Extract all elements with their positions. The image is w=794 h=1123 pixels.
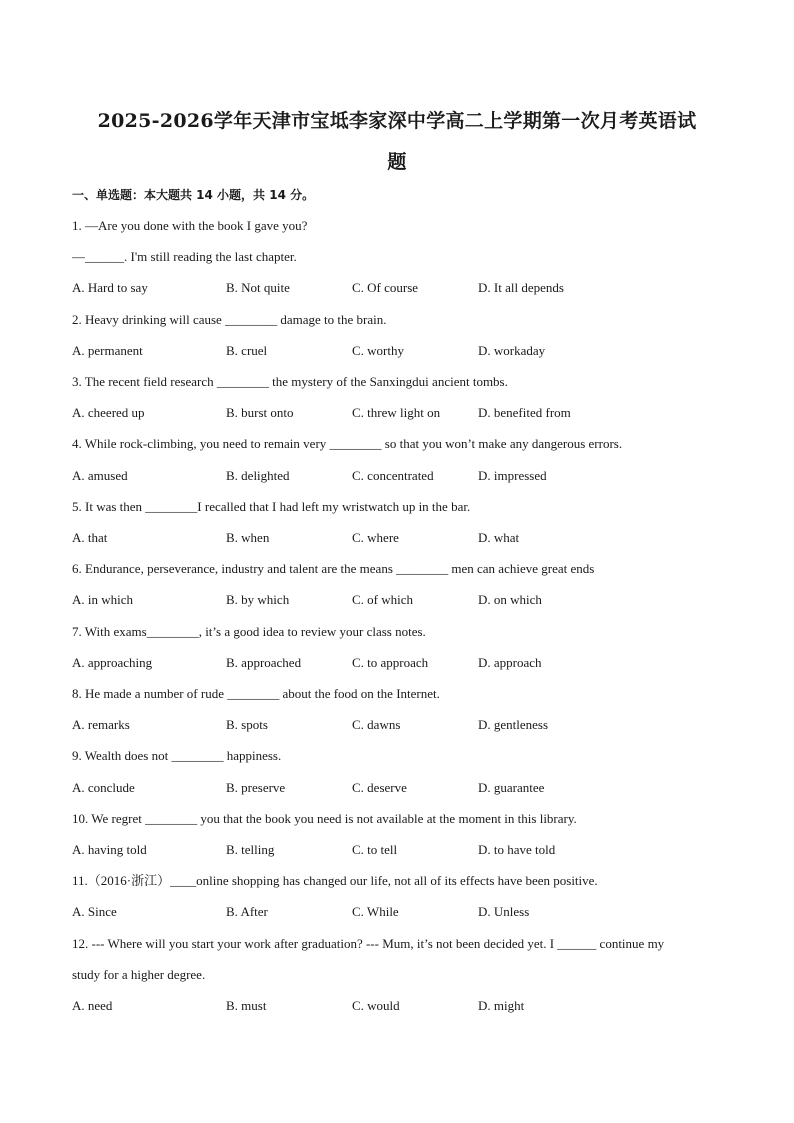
option-a: A. Hard to say [72,280,148,295]
option-c: C. concentrated [352,468,434,483]
question-9-options [72,780,732,796]
option-b: B. preserve [226,780,286,795]
option-c: C. to tell [352,842,398,857]
question-5-text: 5. It was then ________I recalled that I had left my wristwatch up in the bar. [72,499,471,514]
option-d: D. gentleness [478,717,549,732]
option-c: C. dawns [352,717,401,732]
option-d: D. It all depends [478,280,564,295]
question-1-options [72,280,732,296]
option-a: A. approaching [72,655,153,670]
option-b: B. cruel [226,343,268,358]
option-d: D. impressed [478,468,547,483]
option-c: C. While [352,904,399,919]
option-d: D. approach [478,655,542,670]
option-b: B. must [226,998,267,1013]
option-c: C. where [352,530,399,545]
question-3-options [72,405,732,421]
option-c: C. worthy [352,343,404,358]
option-a: A. cheered up [72,405,145,420]
option-a: A. permanent [72,343,143,358]
question-2-options [72,343,732,359]
question-6-text: 6. Endurance, perseverance, industry and talent are the means ________ men can achieve great ends [72,561,595,576]
option-c: C. to approach [352,655,429,670]
option-a: A. amused [72,468,128,483]
question-2-text: 2. Heavy drinking will cause ________ damage to the brain. [72,312,387,327]
question-7-text: 7. With exams________, it’s a good idea to review your class notes. [72,624,426,639]
option-d: D. benefited from [478,405,571,420]
option-a: A. remarks [72,717,130,732]
option-a: A. conclude [72,780,135,795]
option-d: D. Unless [478,904,530,919]
option-d: D. on which [478,592,542,607]
question-8-text: 8. He made a number of rude ________ about the food on the Internet. [72,686,440,701]
question-12-options [72,998,732,1014]
question-7-options [72,655,732,671]
option-a: A. that [72,530,108,545]
option-a: A. Since [72,904,117,919]
option-c: C. would [352,998,400,1013]
option-d: D. guarantee [478,780,545,795]
question-10-text: 10. We regret ________ you that the book you need is not available at the moment in this library. [72,811,577,826]
option-b: B. After [226,904,268,919]
question-8-options [72,717,732,733]
question-1-text: 1. —Are you done with the book I gave you? [72,218,308,233]
question-11-text: 11.（2016·浙江）____online shopping has changed our life, not all of its effects have been positive. [72,873,598,888]
question-12-text: 12. --- Where will you start your work after graduation? --- Mum, it’s not been decided yet. I ______ continue my [72,936,665,951]
section-heading: 一、单选题：本大题共 14 小题，共 14 分。 [72,188,315,202]
option-d: D. to have told [478,842,556,857]
option-b: B. by which [226,592,290,607]
document-title: 2025-2026学年天津市宝坻李家深中学高二上学期第一次月考英语试 [97,110,697,132]
option-c: C. deserve [352,780,407,795]
option-b: B. spots [226,717,268,732]
option-d: D. might [478,998,525,1013]
question-12-text-continued: study for a higher degree. [72,967,206,982]
question-5-options [72,530,732,546]
option-b: B. approached [226,655,302,670]
question-10-options [72,842,732,858]
option-b: B. telling [226,842,275,857]
question-6-options [72,592,732,608]
option-b: B. when [226,530,270,545]
question-4-text: 4. While rock-climbing, you need to remain very ________ so that you won’t make any dangerous errors. [72,436,623,451]
option-b: B. burst onto [226,405,294,420]
document-title-continued: 题 [387,151,407,173]
option-c: C. of which [352,592,414,607]
option-a: A. having told [72,842,147,857]
question-11-options [72,904,732,920]
question-4-options [72,468,732,484]
question-9-text: 9. Wealth does not ________ happiness. [72,748,282,763]
option-a: A. need [72,998,113,1013]
question-3-text: 3. The recent field research ________ the mystery of the Sanxingdui ancient tombs. [72,374,508,389]
option-a: A. in which [72,592,134,607]
option-c: C. Of course [352,280,419,295]
option-d: D. what [478,530,520,545]
option-b: B. delighted [226,468,290,483]
option-d: D. workaday [478,343,546,358]
question-1-reply: —______. I'm still reading the last chapter. [72,249,297,264]
option-c: C. threw light on [352,405,441,420]
option-b: B. Not quite [226,280,290,295]
